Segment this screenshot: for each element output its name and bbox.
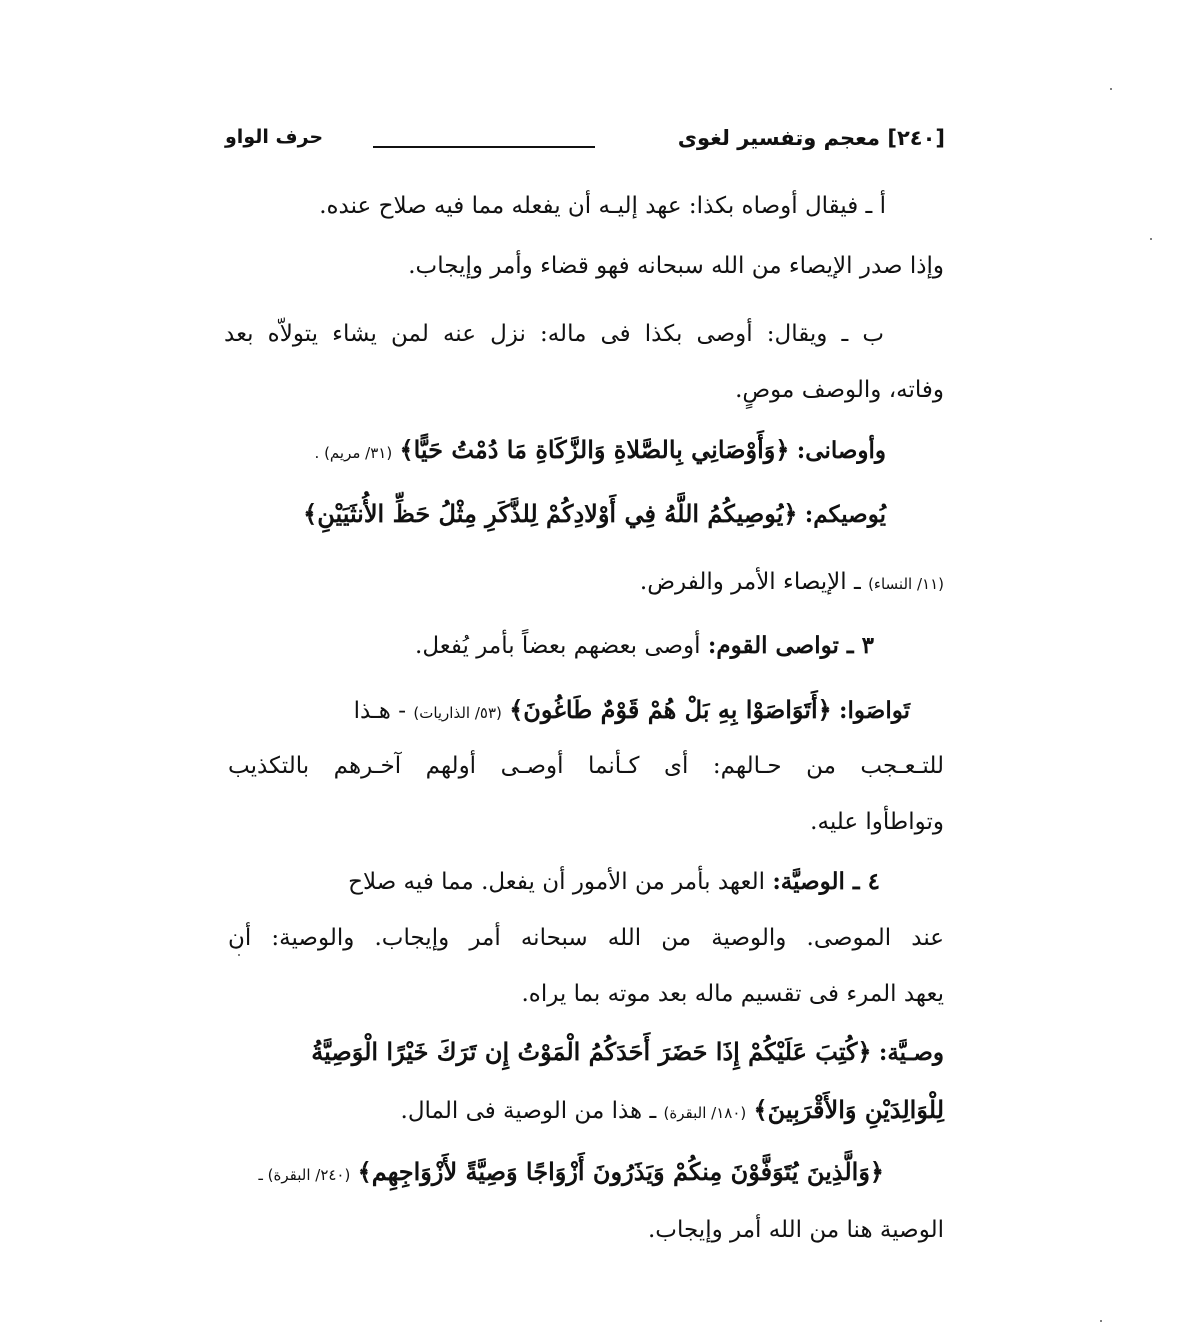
text-line: [521, 978, 944, 1010]
text-line: [415, 630, 874, 662]
line-text: وإذا صدر الإيصاء من الله سبحانه فهو قضاء وأمر وإيجاب.: [408, 253, 944, 279]
text-line: [401, 1094, 944, 1129]
text-line: [354, 694, 910, 729]
text-line: [640, 566, 944, 600]
quran-quote: ﴿وَالَّذِينَ يُتَوَفَّوْنَ مِنكُمْ وَيَذَرُونَ أَزْوَاجًا وَصِيَّةً لأَزْوَاجِهِم﴾: [357, 1157, 884, 1186]
text-line: [228, 750, 944, 782]
text-line: [735, 374, 944, 406]
text-line: [258, 1156, 884, 1191]
entry-word: ٣ ـ تواصى القوم:: [707, 632, 874, 659]
quran-quote: ﴿أَتَوَاصَوْا بِهِ بَلْ هُمْ قَوْمٌ طَاغُونَ﴾: [509, 695, 832, 724]
entry-word: وأوصانى:: [796, 437, 886, 464]
scan-speck: [1150, 238, 1152, 240]
text-line: [648, 1214, 944, 1246]
text-line: [315, 434, 886, 469]
entry-word: يُوصيكم:: [804, 501, 886, 528]
line-text: وفاته، والوصف موصٍ.: [735, 377, 944, 403]
line-text: وتواطأوا عليه.: [810, 809, 944, 835]
line-text: الوصية هنا من الله أمر وإيجاب.: [647, 1217, 944, 1243]
header-page-reference: [٢٤٠] معجم وتفسير لغوى: [677, 126, 945, 150]
quran-quote: ﴿كُتِبَ عَلَيْكُمْ إِذَا حَضَرَ أَحَدَكُمُ الْمَوْتُ إِن تَرَكَ خَيْرًا الْوَصِيَّةُ: [311, 1037, 872, 1066]
verse-reference: (١٨٠/ البقرة): [663, 1104, 747, 1122]
text-line: [348, 866, 880, 898]
scan-speck: [1100, 1320, 1102, 1322]
line-text: - هـذا: [353, 698, 407, 724]
entry-word: ٤ ـ الوصيَّة:: [772, 868, 880, 895]
line-text: أ ـ فيقال أوصاه بكذا: عهد إليـه أن يفعله مما فيه صلاح عنده.: [319, 193, 886, 219]
entry-word: تَواصَوا:: [839, 697, 910, 724]
text-line: [408, 250, 944, 282]
header-section-title: حرف الواو: [225, 126, 324, 148]
line-text: للتـعـجب من حـالهم: أى كـأنما أوصـى أولهم آخـرهم بالتكذيب: [228, 753, 944, 779]
scan-speck: [1110, 88, 1112, 90]
header-rule: [373, 146, 595, 148]
line-text: أوصى بعضهم بعضاً بأمر يُفعل.: [415, 633, 701, 659]
line-text: ـ الإيصاء الأمر والفرض.: [639, 569, 861, 595]
text-line: [319, 190, 886, 222]
text-line: [303, 498, 886, 531]
entry-word: وصـيَّة:: [878, 1039, 944, 1066]
line-text: العهد بأمر من الأمور أن يفعل. مما فيه صلاح: [348, 869, 765, 895]
line-text: ب ـ ويقال: أوصى بكذا فى ماله: نزل عنه لمن يشاء يتولاّه بعد: [224, 321, 884, 347]
quran-quote: ﴿وَأَوْصَانِي بِالصَّلاةِ وَالزَّكَاةِ مَا دُمْتُ حَيًّا﴾: [399, 435, 790, 464]
text-line: [224, 318, 884, 350]
line-text: ـ هذا من الوصية فى المال.: [400, 1098, 657, 1124]
scan-speck: [238, 954, 240, 956]
line-text: يعهد المرء فى تقسيم ماله بعد موته بما يراه.: [521, 981, 944, 1007]
text-line: [810, 806, 944, 838]
verse-reference: (٥٣/ الذاريات): [413, 704, 502, 722]
verse-reference: (٢٤٠/ البقرة) ـ: [258, 1166, 351, 1184]
verse-reference: (٣١/ مريم) .: [314, 444, 393, 462]
verse-reference: (١١/ النساء): [868, 575, 944, 593]
quran-quote: ﴿يُوصِيكُمُ اللَّهُ فِي أَوْلادِكُمْ لِلذَّكَرِ مِثْلُ حَظِّ الأُنثَيَيْنِ﴾: [303, 499, 798, 528]
quran-quote: لِلْوَالِدَيْنِ وَالأَقْرَبِينَ﴾: [753, 1095, 944, 1124]
page-header: [225, 126, 945, 162]
text-line: [311, 1036, 944, 1069]
line-text: عند الموصى. والوصية من الله سبحانه أمر وإيجاب. والوصية: أن: [228, 925, 944, 951]
text-line: [228, 922, 944, 954]
